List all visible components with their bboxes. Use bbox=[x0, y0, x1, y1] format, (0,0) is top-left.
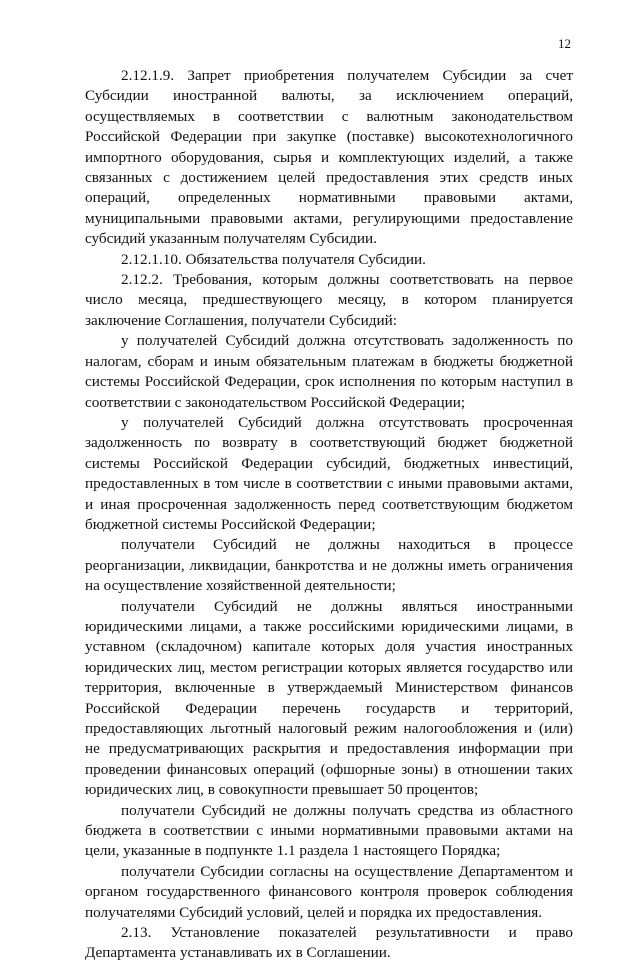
paragraph-2-12-2: 2.12.2. Требования, которым должны соответствовать на первое число месяца, предшествующего месяцу, в котором планируется заключение Соглашения, получатели Субсидий: bbox=[85, 271, 573, 329]
paragraph-2-12-1-10: 2.12.1.10. Обязательства получателя Субсидии. bbox=[121, 250, 426, 268]
document-body bbox=[85, 66, 573, 964]
requirement-consent-to-audit: получатели Субсидии согласны на осуществление Департаментом и органом государственного финансового контроля проверок соблюдения получателями Субсидий условий, целей и порядка их предоставления. bbox=[85, 862, 573, 921]
requirement-no-other-funds: получатели Субсидий не должны получать средства из областного бюджета в соответствии с иными нормативными правовыми актами на цели, указанные в подпункте 1.1 раздела 1 настоящего Порядка; bbox=[85, 801, 573, 860]
page-number: 12 bbox=[558, 36, 571, 51]
requirement-not-foreign-entity: получатели Субсидий не должны являться иностранными юридическими лицами, а также российскими юридическими лицами, в уставном (складочном) капитале которых доля участия иностранных юридических лиц, местом регистрации которых является государство или территория, включенные в утверждаемый Министерством финансов Российской Федерации перечень государств и территорий, предоставляющих льготный налоговый режим налогообложения и (или) не предусматривающих раскрытия и предоставления информации при проведении финансовых операций (офшорные зоны) в отношении таких юридических лиц, в совокупности превышает 50 процентов; bbox=[85, 597, 573, 799]
paragraph-2-13: 2.13. Установление показателей результативности и право Департамента устанавливать их в Соглашении. bbox=[85, 924, 573, 962]
requirement-no-reorganization: получатели Субсидий не должны находиться в процессе реорганизации, ликвидации, банкротства и не должны иметь ограничения на осуществление хозяйственной деятельности; bbox=[85, 536, 573, 595]
paragraph-2-12-1-9: 2.12.1.9. Запрет приобретения получателем Субсидии за счет Субсидии иностранной валюты, за исключением операций, осуществляемых в соответствии с валютным законодательством Российской Федерации при закупке (поставке) высокотехнологичного импортного оборудования, сырья и комплектующих изделий, а также связанных с достижением целей предоставления этих средств иных операций, определенных нормативными правовыми актами, муниципальными правовыми актами, регулирующими предоставление субсидий указанным получателям Субсидии. bbox=[85, 67, 573, 248]
requirement-overdue-debt: у получателей Субсидий должна отсутствовать просроченная задолженность по возврату в соответствующий бюджет бюджетной системы Российской Федерации субсидий, бюджетных инвестиций, предоставленных в том числе в соответствии с иными правовыми актами, и иная просроченная задолженность перед соответствующим бюджетом бюджетной системы Российской Федерации; bbox=[85, 413, 573, 533]
requirement-tax-debt: у получателей Субсидий должна отсутствовать задолженность по налогам, сборам и иным обязательным платежам в бюджеты бюджетной системы Российской Федерации, срок исполнения по которым наступил в соответствии с законодательством Российской Федерации; bbox=[85, 332, 573, 411]
